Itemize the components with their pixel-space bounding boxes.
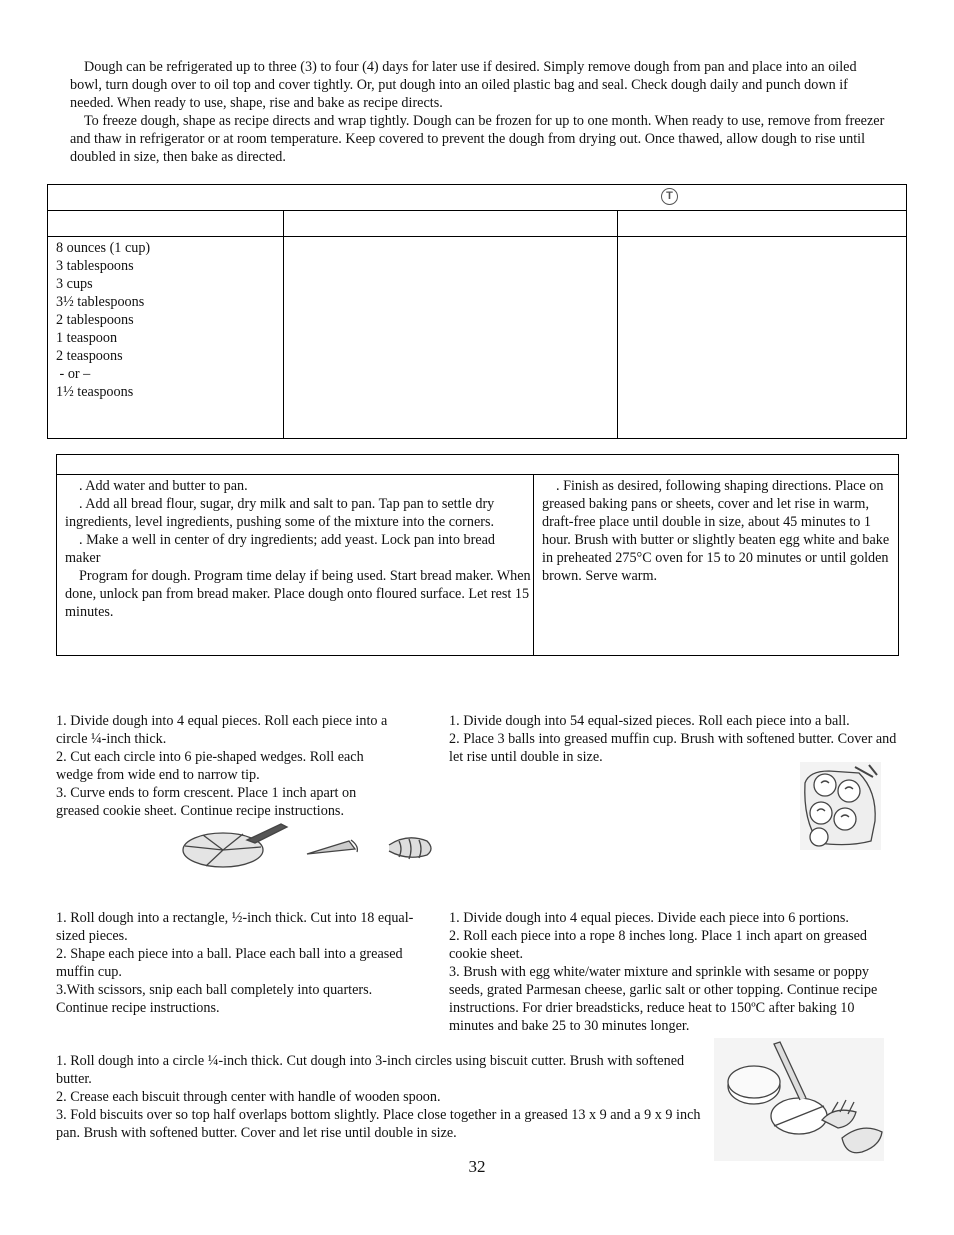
shape-step: 3. Brush with egg white/water mixture and sprinkle with sesame or poppy seeds, grated Parmesan cheese, garlic salt or other topping. Continue recipe instructions. For drier breadsticks, reduce heat to 150ºC after baking 10 minutes and bake 25 to 30 minutes longer. bbox=[449, 964, 878, 1034]
shape-step: 3. Curve ends to form crescent. Place 1 inch apart on greased cookie sheet. Continue recipe instructions. bbox=[56, 785, 357, 819]
shape-step: 1. Divide dough into 54 equal-sized pieces. Roll each piece into a ball. bbox=[449, 713, 850, 729]
ingredients-header-row bbox=[48, 185, 907, 211]
ingredient-amount: 3 tablespoons bbox=[56, 258, 134, 274]
shape-step: 1. Divide dough into 4 equal pieces. Divide each piece into 6 portions. bbox=[449, 910, 849, 926]
ingredient-amount: 3 cups bbox=[56, 276, 93, 292]
refrigerate-paragraph: Dough can be refrigerated up to three (3) to four (4) days for later use if desired. Simply remove dough from pan and place into an oiled bowl, turn dough over to oil top and cover tightly. Or, put dough into an oiled plastic bag and seal. Check dough daily and punch down if needed. When ready to use, shape, rise and bake as recipe directs. bbox=[70, 59, 857, 111]
instructions-right-cell bbox=[534, 475, 899, 656]
snipped-instructions bbox=[56, 909, 416, 1017]
instruction-step: Program for dough. Program time delay if being used. Start bread maker. When done, unlock pan from bread maker. Place dough onto floured surface. Let rest 15 minutes. bbox=[65, 568, 531, 620]
instruction-step: . Finish as desired, following shaping directions. Place on greased baking pans or sheets, cover and let rise in warm, draft-free place until double in size, about 45 minutes to 1 hour. Brush with butter or slightly beaten egg white and bake in preheated 275°C oven for 15 to 20 minutes or until golden brown. Serve warm. bbox=[542, 478, 890, 584]
crescent-illustration bbox=[181, 821, 437, 871]
biscuit-fold-illustration bbox=[714, 1038, 884, 1161]
ingredient-amount: 1½ teaspoons bbox=[56, 384, 134, 400]
ingredient-amount: 2 tablespoons bbox=[56, 312, 134, 328]
freeze-paragraph: To freeze dough, shape as recipe directs and wrap tightly. Dough can be frozen for up to one month. When ready to use, remove from freezer and thaw in refrigerator or at room temperature. Keep covered to prevent the dough from drying out. Once thawed, allow dough to rise until doubled in size, then bake as directed. bbox=[70, 113, 885, 165]
ingredients-subheader-cell bbox=[284, 211, 618, 237]
ingredients-subheader-cell bbox=[618, 211, 907, 237]
ingredient-amount: 2 teaspoons bbox=[56, 348, 123, 364]
instruction-step: . Add water and butter to pan. bbox=[79, 478, 248, 494]
ingredient-column-cell bbox=[618, 237, 907, 439]
shape-step: 2. Place 3 balls into greased muffin cup. Brush with softened butter. Cover and let rise until double in size. bbox=[449, 731, 897, 765]
shape-step: 2. Shape each piece into a ball. Place each ball into a greased muffin cup. bbox=[56, 946, 403, 980]
teaspoon-circle-icon: T bbox=[661, 188, 678, 205]
ingredients-table bbox=[47, 184, 907, 439]
shape-step: 3.With scissors, snip each ball completely into quarters. Continue recipe instructions. bbox=[56, 982, 373, 1016]
shape-step: 2. Roll each piece into a rope 8 inches long. Place 1 inch apart on greased cookie sheet. bbox=[449, 928, 867, 962]
instructions-table bbox=[56, 454, 899, 656]
shape-step: 2. Cut each circle into 6 pie-shaped wedges. Roll each wedge from wide end to narrow tip. bbox=[56, 749, 364, 783]
shape-step: 1. Roll dough into a circle ¼-inch thick. Cut dough into 3-inch circles using biscuit cutter. Brush with softened butter. bbox=[56, 1053, 685, 1087]
ingredient-amount: 3½ tablespoons bbox=[56, 294, 145, 310]
shape-step: 3. Fold biscuits over so top half overlaps bottom slightly. Place close together in a greased 13 x 9 and a 9 x 9 inch pan. Brush with softened butter. Cover and let rise until double in size. bbox=[56, 1107, 701, 1141]
ingredient-amount: - or – bbox=[56, 366, 91, 382]
parker-house-instructions bbox=[56, 1052, 706, 1142]
intro-text bbox=[70, 58, 890, 166]
muffin-pan-illustration bbox=[799, 761, 882, 851]
breadsticks-instructions bbox=[449, 909, 894, 1035]
instructions-left-cell bbox=[57, 475, 534, 656]
cloverleaf-instructions bbox=[449, 712, 899, 766]
instructions-header-row bbox=[57, 455, 899, 475]
instruction-step: . Make a well in center of dry ingredients; add yeast. Lock pan into bread maker bbox=[65, 532, 496, 566]
shape-step: 1. Roll dough into a rectangle, ½-inch thick. Cut into 18 equal-sized pieces. bbox=[56, 910, 414, 944]
shape-step: 2. Crease each biscuit through center with handle of wooden spoon. bbox=[56, 1089, 441, 1105]
ingredients-subheader-cell bbox=[48, 211, 284, 237]
ingredient-column-cell bbox=[284, 237, 618, 439]
page-number: 32 bbox=[468, 1157, 486, 1176]
ingredient-amount: 1 teaspoon bbox=[56, 330, 118, 346]
instruction-step: . Add all bread flour, sugar, dry milk and salt to pan. Tap pan to settle dry ingredients, level ingredients, pushing some of the mixture into the corners. bbox=[65, 496, 495, 530]
shape-step: 1. Divide dough into 4 equal pieces. Roll each piece into a circle ¼-inch thick. bbox=[56, 713, 388, 747]
ingredient-amount: 8 ounces (1 cup) bbox=[56, 240, 151, 256]
crescent-instructions bbox=[56, 712, 396, 820]
ingredient-amounts-cell bbox=[48, 237, 284, 439]
